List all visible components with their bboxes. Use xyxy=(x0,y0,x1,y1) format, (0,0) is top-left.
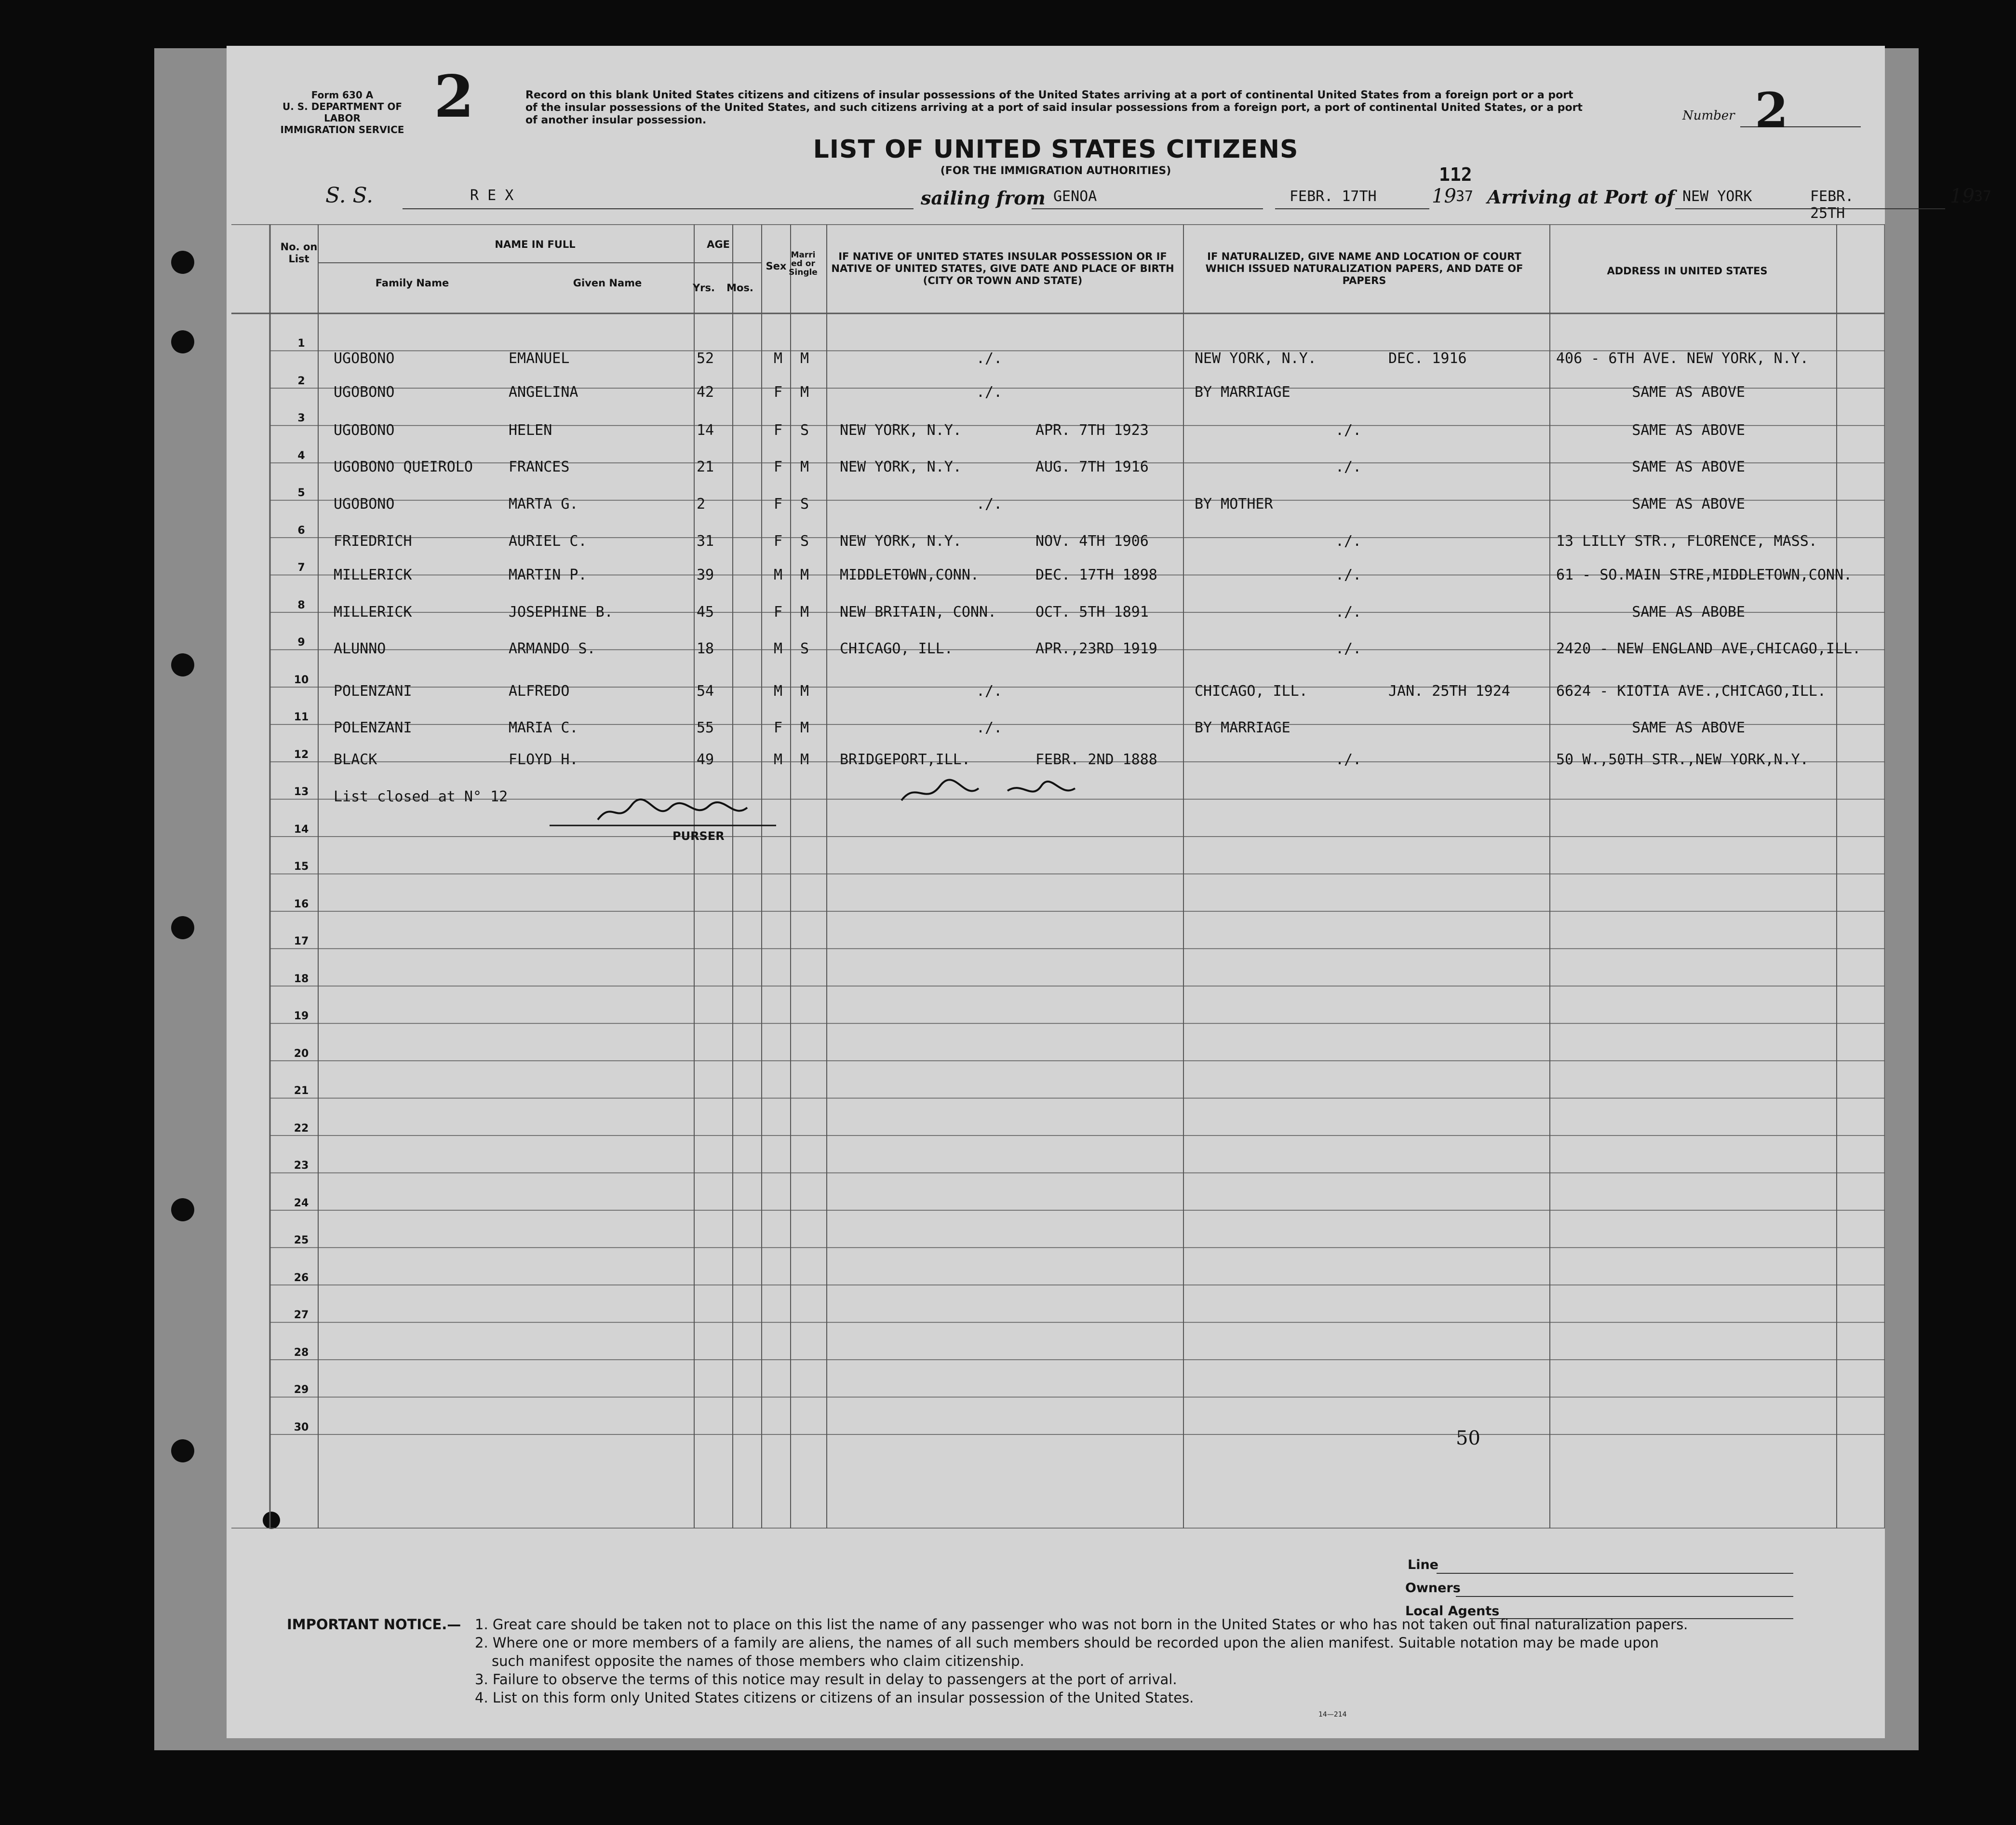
local-agents-label: Local Agents xyxy=(1405,1604,1500,1619)
sex-cell: M xyxy=(774,350,783,367)
birth-date-cell: ./. xyxy=(976,496,1003,513)
birth-date-cell: ./. xyxy=(976,683,1003,700)
row-number: 1 xyxy=(297,338,305,350)
notice-item: 3. Failure to observe the terms of this notice may result in delay to passengers at the port of arrival. xyxy=(475,1671,1177,1688)
naturalization-court-cell: BY MOTHER xyxy=(1195,496,1273,513)
family-name-cell: UGOBONO QUEIROLO xyxy=(334,459,473,475)
row-number: 5 xyxy=(297,487,305,499)
number-value: 2 xyxy=(1755,82,1788,139)
family-name-cell: UGOBONO xyxy=(334,422,395,439)
age-cell: 45 xyxy=(697,604,714,621)
from-port: GENOA xyxy=(1053,188,1097,205)
sex-cell: M xyxy=(774,683,783,700)
col-given-name: Given Name xyxy=(573,277,642,289)
col-sex: Sex xyxy=(766,260,787,272)
purser-signature xyxy=(550,796,791,829)
arrival-port: NEW YORK xyxy=(1682,188,1752,205)
address-cell: 2420 - NEW ENGLAND AVE,CHICAGO,ILL. xyxy=(1556,640,1861,657)
binder-hole xyxy=(171,916,194,939)
notice-item: such manifest opposite the names of those members who claim citizenship. xyxy=(492,1653,1024,1669)
sex-cell: F xyxy=(774,533,783,550)
family-name-cell: UGOBONO xyxy=(334,384,395,401)
birth-date-cell: NOV. 4TH 1906 xyxy=(1035,533,1149,550)
row-number: 17 xyxy=(294,935,309,947)
birth-date-cell: ./. xyxy=(976,719,1003,736)
row-number: 24 xyxy=(294,1197,309,1209)
naturalization-date-cell: ./. xyxy=(1335,640,1362,657)
arrival-year-prefix: 19 xyxy=(1950,185,1975,207)
birth-place-cell: BRIDGEPORT,ILL. xyxy=(840,751,970,768)
marital-status-cell: M xyxy=(800,350,809,367)
age-cell: 18 xyxy=(697,640,714,657)
given-name-cell: MARTA G. xyxy=(509,496,578,513)
address-cell: 13 LILLY STR., FLORENCE, MASS. xyxy=(1556,533,1817,550)
age-cell: 52 xyxy=(697,350,714,367)
birth-date-cell: ./. xyxy=(976,350,1003,367)
owners-label: Owners xyxy=(1405,1581,1461,1595)
sex-cell: F xyxy=(774,719,783,736)
given-name-cell: FLOYD H. xyxy=(509,751,578,768)
birth-place-cell: NEW YORK, N.Y. xyxy=(840,533,962,550)
marital-status-cell: S xyxy=(800,533,809,550)
list-closed-text: List closed at N° 12 xyxy=(334,788,508,805)
row-number: 19 xyxy=(294,1010,309,1022)
naturalization-date-cell: JAN. 25TH 1924 xyxy=(1388,683,1510,700)
naturalization-court-cell: BY MARRIAGE xyxy=(1195,719,1290,736)
naturalization-date-cell: ./. xyxy=(1335,422,1362,439)
col-age: AGE xyxy=(707,239,730,250)
row-number: 30 xyxy=(294,1421,309,1433)
birth-place-cell: MIDDLETOWN,CONN. xyxy=(840,567,979,583)
birth-place-cell: CHICAGO, ILL. xyxy=(840,640,953,657)
depart-year-prefix: 19 xyxy=(1432,185,1456,207)
given-name-cell: HELEN xyxy=(509,422,552,439)
col-name-in-full: NAME IN FULL xyxy=(495,239,576,250)
sex-cell: F xyxy=(774,384,783,401)
col-mos: Mos. xyxy=(726,282,753,294)
ship-name: R E X xyxy=(470,187,514,204)
naturalization-court-cell: CHICAGO, ILL. xyxy=(1195,683,1308,700)
sailing-label: sailing from xyxy=(921,187,1046,209)
purser-label: PURSER xyxy=(672,829,725,843)
given-name-cell: AURIEL C. xyxy=(509,533,587,550)
col-yrs: Yrs. xyxy=(692,282,715,294)
family-name-cell: BLACK xyxy=(334,751,377,768)
marital-status-cell: M xyxy=(800,459,809,475)
age-cell: 2 xyxy=(697,496,706,513)
sex-cell: F xyxy=(774,496,783,513)
family-name-cell: MILLERICK xyxy=(334,604,412,621)
marital-status-cell: S xyxy=(800,422,809,439)
col-naturalized: IF NATURALIZED, GIVE NAME AND LOCATION OF COURT WHICH ISSUED NATURALIZATION PAPERS, AND DATE OF PAPERS xyxy=(1205,251,1523,286)
binder-hole xyxy=(171,330,194,353)
birth-place-cell: NEW YORK, N.Y. xyxy=(840,422,962,439)
marital-status-cell: M xyxy=(800,719,809,736)
row-number: 25 xyxy=(294,1234,309,1246)
manifest-grid xyxy=(231,224,1885,1528)
arrival-date: FEBR. 25TH xyxy=(1810,188,1854,222)
sex-cell: M xyxy=(774,640,783,657)
voyage-line xyxy=(229,178,1992,227)
row-number: 28 xyxy=(294,1346,309,1359)
address-cell: SAME AS ABOBE xyxy=(1632,604,1745,621)
birth-date-cell: AUG. 7TH 1916 xyxy=(1035,459,1149,475)
binder-hole xyxy=(171,1198,194,1221)
address-cell: 50 W.,50TH STR.,NEW YORK,N.Y. xyxy=(1556,751,1809,768)
col-address: ADDRESS IN UNITED STATES xyxy=(1607,265,1768,277)
form-number: Form 630 A xyxy=(311,89,374,101)
sheet-number: 2 xyxy=(434,63,474,131)
marital-status-cell: M xyxy=(800,384,809,401)
given-name-cell: FRANCES xyxy=(509,459,570,475)
address-cell: 61 - SO.MAIN STRE,MIDDLETOWN,CONN. xyxy=(1556,567,1853,583)
naturalization-court-cell: NEW YORK, N.Y. xyxy=(1195,350,1317,367)
family-name-cell: UGOBONO xyxy=(334,350,395,367)
row-number: 14 xyxy=(294,823,309,836)
line-label: Line xyxy=(1408,1557,1438,1572)
row-number: 29 xyxy=(294,1384,309,1396)
naturalization-date-cell: ./. xyxy=(1335,567,1362,583)
sex-cell: M xyxy=(774,751,783,768)
birth-date-cell: APR. 7TH 1923 xyxy=(1035,422,1149,439)
page-count: 50 xyxy=(1456,1427,1480,1449)
row-number: 4 xyxy=(297,449,305,462)
address-cell: 406 - 6TH AVE. NEW YORK, N.Y. xyxy=(1556,350,1809,367)
row-number: 8 xyxy=(297,599,305,611)
address-cell: SAME AS ABOVE xyxy=(1632,384,1745,401)
marital-status-cell: M xyxy=(800,751,809,768)
page-title: LIST OF UNITED STATES CITIZENS xyxy=(813,135,1299,164)
sex-cell: F xyxy=(774,459,783,475)
row-number: 18 xyxy=(294,973,309,985)
given-name-cell: MARTIN P. xyxy=(509,567,587,583)
row-number: 23 xyxy=(294,1160,309,1172)
family-name-cell: ALUNNO xyxy=(334,640,386,657)
age-cell: 55 xyxy=(697,719,714,736)
marital-status-cell: S xyxy=(800,640,809,657)
row-number: 22 xyxy=(294,1122,309,1135)
notice-heading: IMPORTANT NOTICE.— xyxy=(287,1616,461,1633)
family-name-cell: POLENZANI xyxy=(334,719,412,736)
row-number: 11 xyxy=(294,711,309,723)
given-name-cell: EMANUEL xyxy=(509,350,570,367)
age-cell: 42 xyxy=(697,384,714,401)
age-cell: 49 xyxy=(697,751,714,768)
print-code: 14—214 xyxy=(1318,1711,1347,1718)
notice-item: 4. List on this form only United States citizens or citizens of an insular possession of the United States. xyxy=(475,1690,1194,1706)
address-cell: 6624 - KIOTIA AVE.,CHICAGO,ILL. xyxy=(1556,683,1826,700)
age-cell: 54 xyxy=(697,683,714,700)
address-cell: SAME AS ABOVE xyxy=(1632,719,1745,736)
depart-date: FEBR. 17TH xyxy=(1290,188,1377,205)
address-cell: SAME AS ABOVE xyxy=(1632,459,1745,475)
row-number: 9 xyxy=(297,636,305,649)
family-name-cell: POLENZANI xyxy=(334,683,412,700)
row-number: 15 xyxy=(294,861,309,873)
row-number: 13 xyxy=(294,786,309,798)
birth-date-cell: OCT. 5TH 1891 xyxy=(1035,604,1149,621)
page-subtitle: (FOR THE IMMIGRATION AUTHORITIES) xyxy=(940,165,1171,177)
department-label: U. S. DEPARTMENT OF LABOR xyxy=(282,101,403,124)
address-cell: SAME AS ABOVE xyxy=(1632,496,1745,513)
row-number: 6 xyxy=(297,524,305,537)
row-number: 10 xyxy=(294,674,309,686)
notice-item: 1. Great care should be taken not to place on this list the name of any passenger who was not born in the United States or who has not taken out final naturalization papers. xyxy=(475,1616,1688,1633)
naturalization-date-cell: ./. xyxy=(1335,533,1362,550)
given-name-cell: ARMANDO S. xyxy=(509,640,596,657)
age-cell: 39 xyxy=(697,567,714,583)
marital-status-cell: M xyxy=(800,567,809,583)
service-label: IMMIGRATION SERVICE xyxy=(280,124,404,135)
binder-hole xyxy=(171,1439,194,1462)
naturalization-court-cell: BY MARRIAGE xyxy=(1195,384,1290,401)
naturalization-date-cell: ./. xyxy=(1335,604,1362,621)
marital-status-cell: S xyxy=(800,496,809,513)
row-number: 26 xyxy=(294,1271,309,1284)
row-number: 12 xyxy=(294,748,309,761)
ss-label: S. S. xyxy=(325,183,374,208)
col-family-name: Family Name xyxy=(375,277,449,289)
birth-date-cell: ./. xyxy=(976,384,1003,401)
address-cell: SAME AS ABOVE xyxy=(1632,422,1745,439)
col-no: No. on List xyxy=(280,241,318,265)
row-number: 3 xyxy=(297,412,305,424)
naturalization-date-cell: DEC. 1916 xyxy=(1388,350,1467,367)
row-number: 20 xyxy=(294,1047,309,1060)
family-name-cell: FRIEDRICH xyxy=(334,533,412,550)
notice-item: 2. Where one or more members of a family are aliens, the names of all such members should be recorded upon the alien manifest. Suitable notation may be made upon xyxy=(475,1635,1659,1651)
marital-status-cell: M xyxy=(800,604,809,621)
birth-date-cell: APR.,23RD 1919 xyxy=(1035,640,1157,657)
arrival-year: 37 xyxy=(1974,188,1992,205)
naturalization-date-cell: ./. xyxy=(1335,751,1362,768)
sex-cell: F xyxy=(774,422,783,439)
given-name-cell: ALFREDO xyxy=(509,683,570,700)
age-cell: 31 xyxy=(697,533,714,550)
family-name-cell: UGOBONO xyxy=(334,496,395,513)
birth-place-cell: NEW YORK, N.Y. xyxy=(840,459,962,475)
birth-date-cell: DEC. 17TH 1898 xyxy=(1035,567,1157,583)
given-name-cell: MARIA C. xyxy=(509,719,578,736)
given-name-cell: JOSEPHINE B. xyxy=(509,604,613,621)
row-number: 27 xyxy=(294,1309,309,1321)
marital-status-cell: M xyxy=(800,683,809,700)
col-birth: IF NATIVE OF UNITED STATES INSULAR POSSESSION OR IF NATIVE OF UNITED STATES, GIVE DATE AND PLACE OF BIRTH (CITY OR TOWN AND STATE) xyxy=(831,251,1174,286)
binder-hole xyxy=(171,251,194,274)
intro-text: Record on this blank United States citizens and citizens of insular possessions of the United States arriving at a port of continental United States from a foreign port or a port of the insular possessions of the United States, and such citizens arriving at a port of said insular possessions from a foreign port, a port of continental United States, or a port of another insular possession. xyxy=(525,89,1583,126)
number-label: Number xyxy=(1682,108,1735,123)
family-name-cell: MILLERICK xyxy=(334,567,412,583)
row-number: 2 xyxy=(297,375,305,387)
birth-date-cell: FEBR. 2ND 1888 xyxy=(1035,751,1157,768)
arriving-label: Arriving at Port of xyxy=(1487,186,1675,208)
binder-hole xyxy=(171,653,194,676)
inspector-annotation xyxy=(897,771,1186,815)
sex-cell: F xyxy=(774,604,783,621)
col-married: Married or Single xyxy=(789,250,818,277)
birth-place-cell: NEW BRITAIN, CONN. xyxy=(840,604,997,621)
age-cell: 14 xyxy=(697,422,714,439)
sex-cell: M xyxy=(774,567,783,583)
age-cell: 21 xyxy=(697,459,714,475)
given-name-cell: ANGELINA xyxy=(509,384,578,401)
row-number: 21 xyxy=(294,1085,309,1097)
row-number: 16 xyxy=(294,898,309,910)
stamp-number: 112 xyxy=(1439,164,1472,185)
naturalization-date-cell: ./. xyxy=(1335,459,1362,475)
row-number: 7 xyxy=(297,562,305,574)
depart-year: 37 xyxy=(1456,188,1474,205)
